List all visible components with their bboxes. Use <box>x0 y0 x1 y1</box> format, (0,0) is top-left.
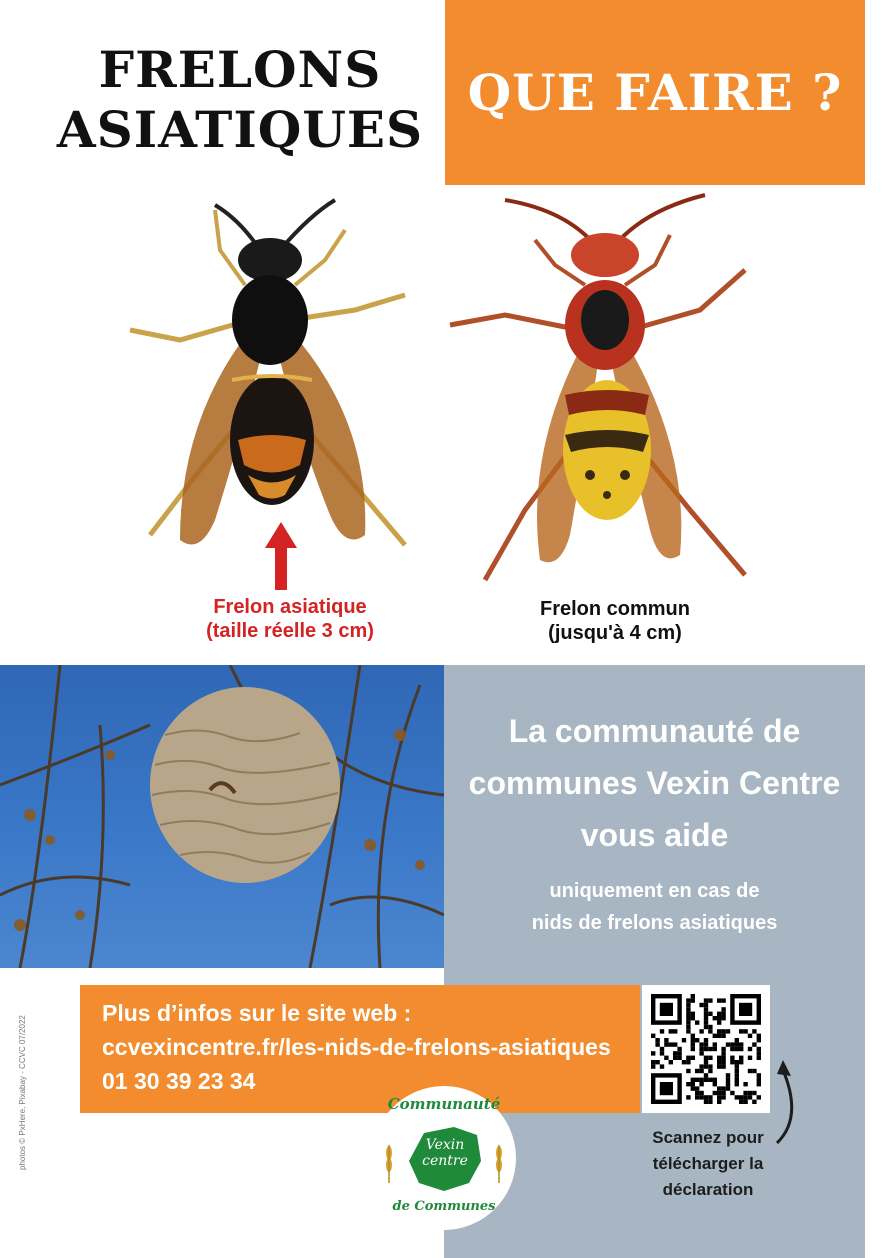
info-heading: Plus d’infos sur le site web : <box>102 1000 412 1026</box>
scan-line-2: télécharger la <box>652 1154 764 1173</box>
vexin-centre-logo <box>369 1083 519 1233</box>
panel-sub-line-2: nids de frelons asiatiques <box>531 912 778 934</box>
panel-sub-text <box>444 875 865 939</box>
phone-number[interactable]: 01 30 39 23 34 <box>102 1068 256 1094</box>
website-link[interactable]: ccvexincentre.fr/les-nids-de-frelons-asiatiques <box>102 1034 611 1060</box>
scan-line-3: déclaration <box>662 1180 754 1199</box>
scan-line-1: Scannez pour <box>652 1128 764 1147</box>
qr-code[interactable] <box>642 985 770 1113</box>
common-hornet-image <box>445 190 765 600</box>
red-arrow-up-icon <box>263 522 299 590</box>
que-faire-banner <box>445 0 865 185</box>
panel-line-1: La communauté de <box>508 713 801 749</box>
qr-code-icon <box>642 985 770 1113</box>
nest-illustration <box>0 665 444 968</box>
asian-hornet-caption <box>160 595 420 643</box>
poster-title <box>40 40 440 160</box>
photo-credit: photos © PxHere, Pixabay - CCVC 07/2022 <box>18 1015 27 1170</box>
common-caption-size: (jusqu'à 4 cm) <box>548 622 682 644</box>
logo-bottom-text: de Communes <box>392 1199 496 1214</box>
logo-center-text <box>409 1137 481 1169</box>
asian-caption-name: Frelon asiatique <box>213 596 367 618</box>
panel-line-3: vous aide <box>580 817 729 853</box>
logo-center-line-1: Vexin <box>425 1137 465 1153</box>
title-line-1: FRELONS <box>98 40 382 99</box>
scan-instructions <box>628 1125 788 1203</box>
panel-sub-line-1: uniquement en cas de <box>549 880 760 902</box>
logo-center-line-2: centre <box>422 1153 468 1169</box>
title-line-2: ASIATIQUES <box>56 100 424 159</box>
banner-text: QUE FAIRE ? <box>467 63 843 122</box>
asian-caption-size: (taille réelle 3 cm) <box>206 620 374 642</box>
logo-top-text: Communauté <box>387 1095 501 1113</box>
hornet-nest-photo <box>0 665 444 968</box>
common-hornet-caption <box>505 597 725 645</box>
common-caption-name: Frelon commun <box>539 598 690 620</box>
panel-line-2: communes Vexin Centre <box>468 765 841 801</box>
panel-main-text <box>444 705 865 861</box>
